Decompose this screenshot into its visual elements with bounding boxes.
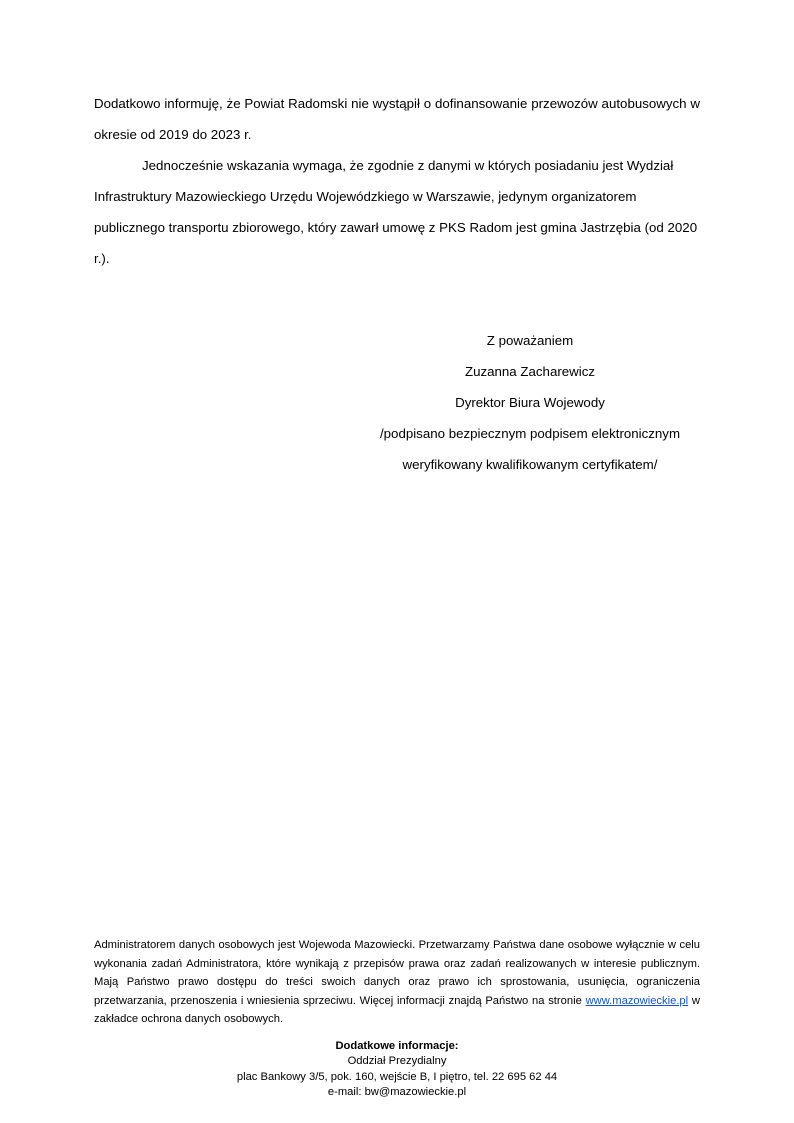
paragraph-1: Dodatkowo informuję, że Powiat Radomski nie wystąpił o dofinansowanie przewozów autobusowych w okresie od 2019 do 2023 r. xyxy=(94,96,700,142)
signature-title: Dyrektor Biura Wojewody xyxy=(455,395,605,410)
paragraph-2: Jednocześnie wskazania wymaga, że zgodnie z danymi w których posiadaniu jest Wydział Infrastruktury Mazowieckiego Urzędu Wojewódzkiego w Warszawie, jedynym organizatorem publicznego transportu zbiorowego, który zawarł umowę z PKS Radom jest gmina Jastrzębia (od 2020 r.). xyxy=(94,158,698,266)
esignature-note-line-1: /podpisano bezpiecznym podpisem elektronicznym xyxy=(379,426,681,441)
signature-closing: Z poważaniem xyxy=(486,333,574,348)
privacy-notice-text-1: Administratorem danych osobowych jest Wojewoda Mazowiecki. Przetwarzamy Państwa dane osobowe wyłącznie w celu wykonania zadań Administratora, które wynikają z przepisów prawa oraz zadań realizowanych w interesie publicznym. Mają Państwo prawo dostępu do treści swoich danych oraz prawo ich sprostowania, usunięcia, ograniczenia przetwarzania, przenoszenia i wniesienia sprzeciwu. Więcej informacji znajdą Państwo na stronie xyxy=(94,939,700,1007)
contact-email: e-mail: bw@mazowieckie.pl xyxy=(327,1086,467,1098)
contact-info xyxy=(94,1039,700,1101)
contact-address: plac Bankowy 3/5, pok. 160, wejście B, I piętro, tel. 22 695 62 44 xyxy=(236,1070,558,1083)
esignature-note-line-2: weryfikowany kwalifikowanym certyfikatem/ xyxy=(402,457,658,472)
page-footer xyxy=(94,936,700,1101)
privacy-notice-text-2: w zakładce ochrona danych osobowych. xyxy=(94,994,700,1025)
mazowieckie-website-link[interactable]: www.mazowieckie.pl xyxy=(585,994,689,1007)
privacy-notice xyxy=(94,936,700,1029)
contact-department: Oddział Prezydialny xyxy=(347,1055,447,1067)
signature-name: Zuzanna Zacharewicz xyxy=(464,364,596,379)
contact-header: Dodatkowe informacje: xyxy=(335,1039,459,1052)
signature-block xyxy=(330,325,730,480)
letter-body xyxy=(94,88,700,274)
